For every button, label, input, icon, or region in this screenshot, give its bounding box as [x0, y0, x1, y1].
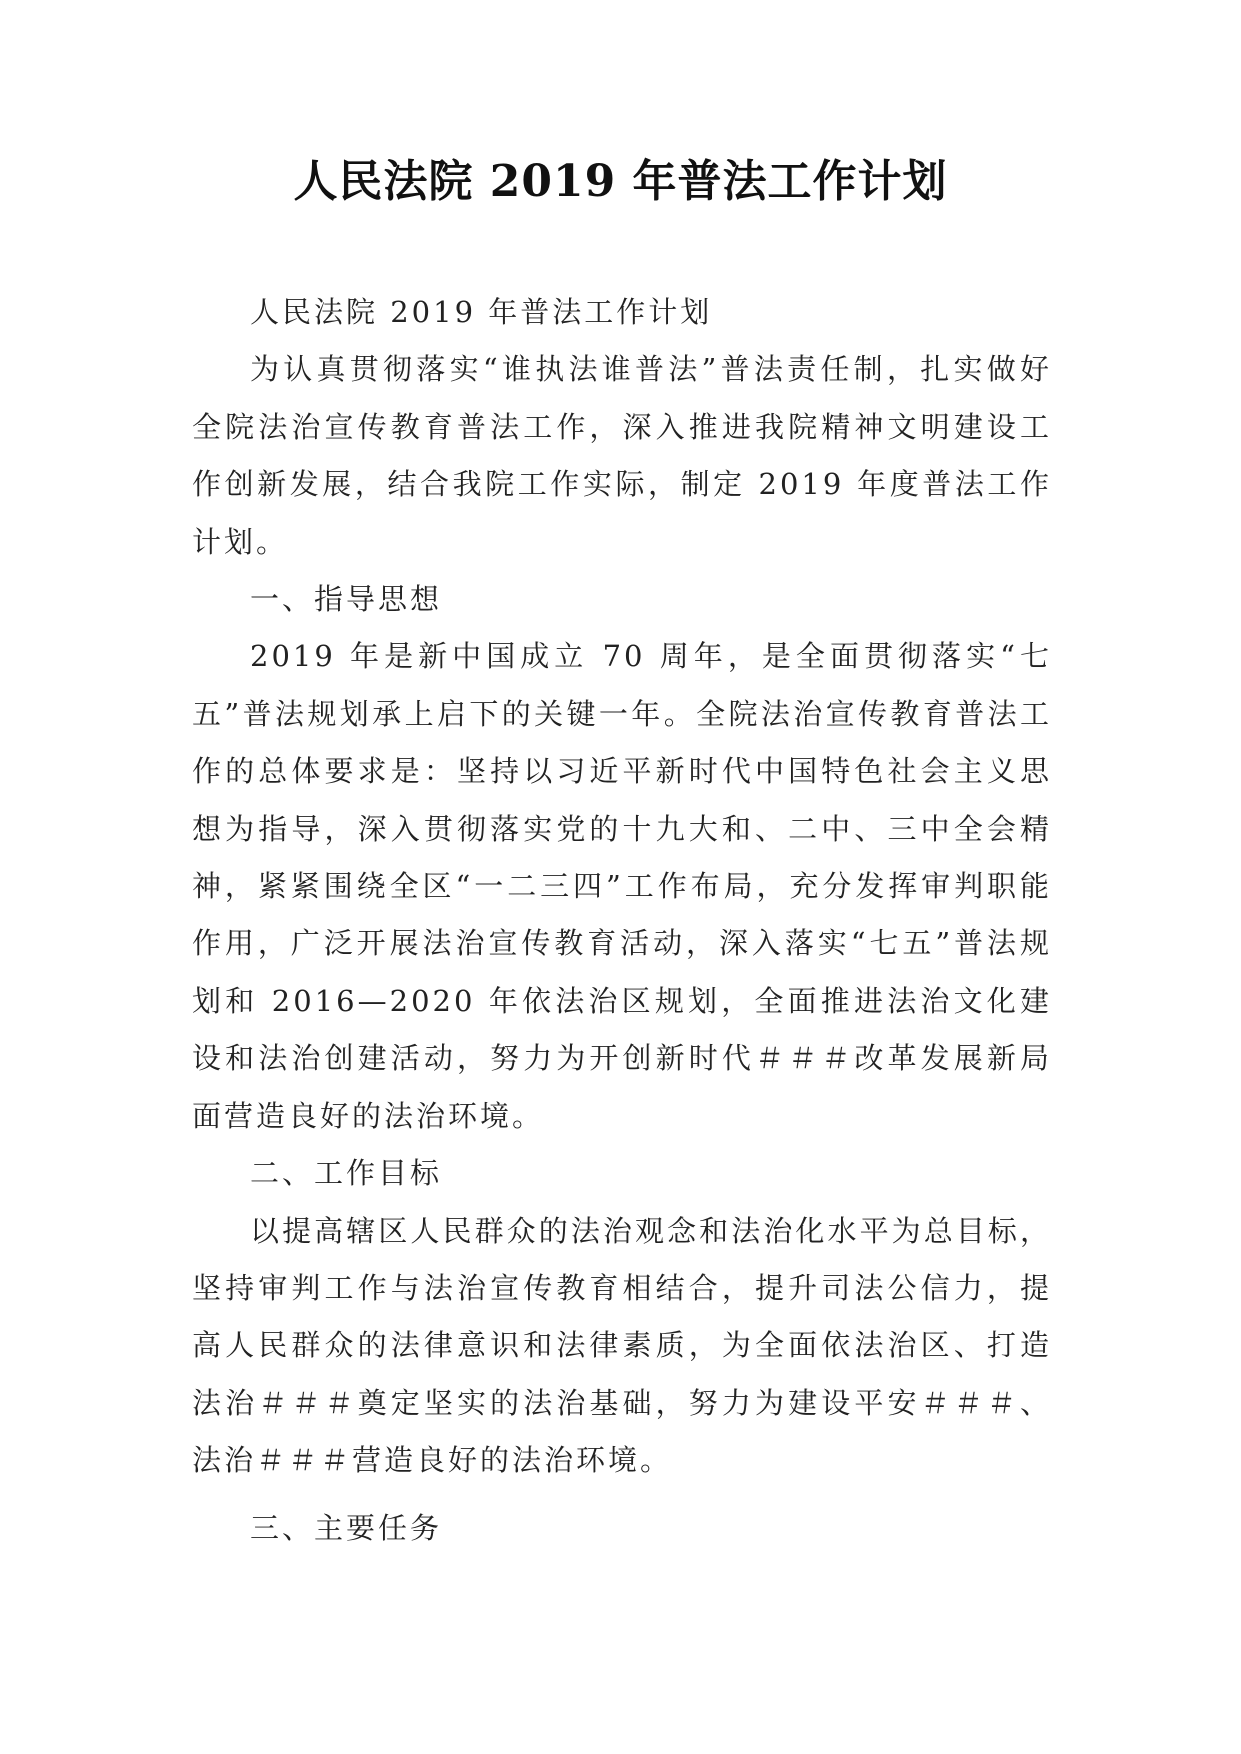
section-heading-main-tasks: 三、主要任务: [250, 1510, 443, 1545]
body-paragraph-work-goals: 以提高辖区人民群众的法治观念和法治化水平为总目标，坚持审判工作与法治宣传教育相结合，提升司法公信力，提高人民群众的法律意识和法律素质，为全面依法治区、打造法治＃＃＃奠定坚实的法治基础，努力为建设平安＃＃＃、法治＃＃＃营造良好的法治环境。: [192, 1213, 1052, 1478]
document-title: 人民法院 2019 年普法工作计划: [293, 156, 948, 207]
body-paragraph-guiding-thought: 2019 年是新中国成立 70 周年，是全面贯彻落实“七五”普法规划承上启下的关键一年。全院法治宣传教育普法工作的总体要求是：坚持以习近平新时代中国特色社会主义思想为指导，深入贯彻落实党的十九大和、二中、三中全会精神，紧紧围绕全区“一二三四”工作布局，充分发挥审判职能作用，广泛开展法治宣传教育活动，深入落实“七五”普法规划和 2016—2020 年依法治区规划，全面推进法治文化建设和法治创建活动，努力为开创新时代＃＃＃改革发展新局面营造良好的法治环境。: [192, 639, 1052, 1133]
section-heading-work-goals: 二、工作目标: [250, 1156, 443, 1191]
body-paragraph-subtitle: 人民法院 2019 年普法工作计划: [250, 295, 713, 329]
document-body: [192, 284, 1052, 1557]
body-paragraph-intro: 为认真贯彻落实“谁执法谁普法”普法责任制，扎实做好全院法治宣传教育普法工作，深入推进我院精神文明建设工作创新发展，结合我院工作实际，制定 2019 年度普法工作计划。: [192, 352, 1052, 559]
section-heading-guiding-thought: 一、指导思想: [250, 582, 443, 617]
